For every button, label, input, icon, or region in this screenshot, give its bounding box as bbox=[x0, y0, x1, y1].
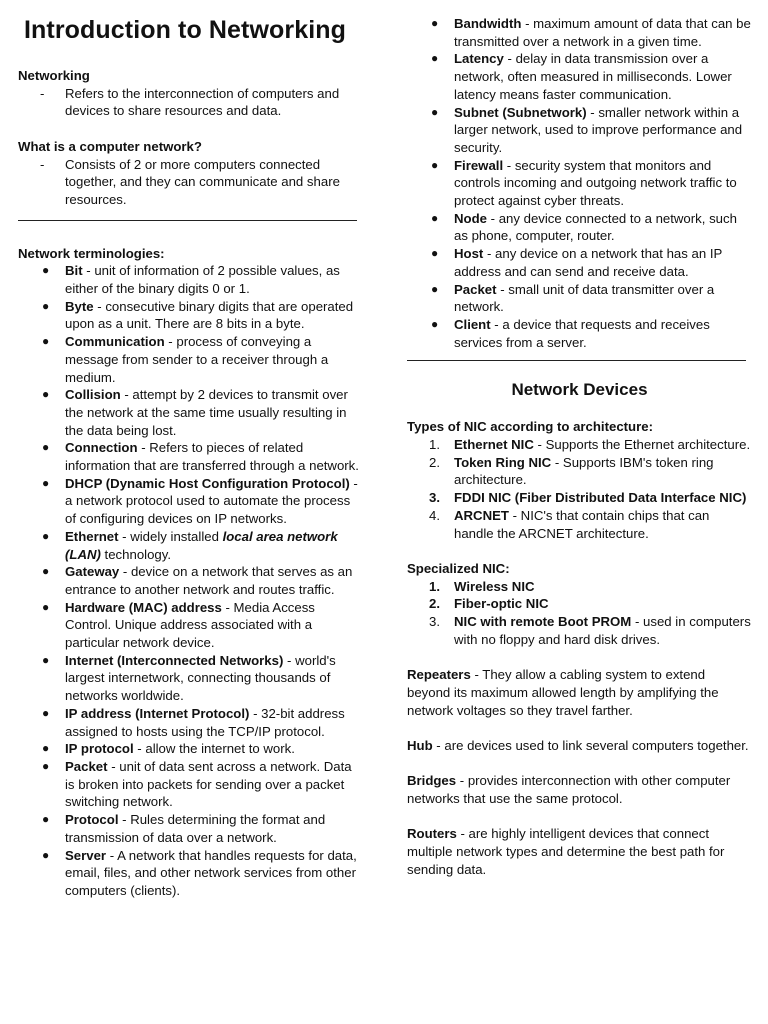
item-number: 3. bbox=[429, 490, 440, 506]
bullet-marker: ● bbox=[431, 246, 439, 261]
dash-marker: - bbox=[40, 156, 45, 172]
term-item bbox=[18, 740, 363, 758]
left-column bbox=[18, 0, 363, 900]
term-description: - device on a network that serves as an entrance to another network and routes traffic. bbox=[65, 564, 353, 597]
term-description: - unit of information of 2 possible values, as either of the binary digits 0 or 1. bbox=[65, 263, 340, 297]
term-item bbox=[407, 281, 752, 316]
bullet-marker: ● bbox=[42, 334, 50, 349]
term-description: - attempt by 2 devices to transmit over the network at the same time usually resulting in the data being lost. bbox=[65, 387, 348, 438]
term-item bbox=[18, 847, 363, 900]
term-description: - consecutive binary digits that are operated upon as a unit. There are 8 bits in a byte. bbox=[65, 298, 354, 332]
term-description: - small unit of data transmitter over a network. bbox=[454, 281, 715, 315]
numbered-item bbox=[407, 436, 752, 454]
term-name: Bit bbox=[65, 263, 83, 279]
term-name: Internet (Interconnected Networks) bbox=[65, 652, 284, 668]
device-paragraph bbox=[407, 825, 752, 878]
term-description: - allow the internet to work. bbox=[133, 741, 295, 757]
item-term: ARCNET bbox=[454, 507, 509, 523]
term-item bbox=[18, 599, 363, 652]
item-term: Token Ring NIC bbox=[454, 454, 552, 470]
term-name: Server bbox=[65, 847, 107, 863]
numbered-item bbox=[407, 507, 752, 542]
term-name: IP address (Internet Protocol) bbox=[65, 705, 250, 721]
device-description: - are devices used to link several computers together. bbox=[432, 737, 749, 753]
device-descriptions bbox=[407, 648, 752, 878]
term-item bbox=[18, 652, 363, 705]
term-name: Ethernet bbox=[65, 528, 119, 544]
device-name: Hub bbox=[407, 737, 433, 753]
term-description: - 32-bit address assigned to hosts using the TCP/IP protocol. bbox=[65, 705, 345, 739]
term-item bbox=[18, 333, 363, 386]
item-number: 2. bbox=[429, 454, 440, 470]
specialized-nic-list bbox=[407, 578, 752, 649]
term-item bbox=[18, 262, 363, 297]
bullet-marker: ● bbox=[431, 16, 439, 30]
term-item bbox=[18, 563, 363, 598]
term-description: - any device connected to a network, such as phone, computer, router. bbox=[454, 210, 737, 244]
item-number: 3. bbox=[429, 614, 440, 630]
term-name: DHCP (Dynamic Host Configuration Protocol) bbox=[65, 475, 350, 491]
term-name: Hardware (MAC) address bbox=[65, 599, 222, 615]
term-description: - Refers to pieces of related information that are transferred through a network. bbox=[65, 440, 359, 474]
bullet-marker: ● bbox=[42, 599, 50, 614]
page-title: Introduction to Networking bbox=[24, 16, 347, 44]
what-is-list bbox=[18, 156, 363, 209]
item-description: - used in computers with no floppy and hard disk drives. bbox=[454, 614, 751, 647]
item-term: FDDI NIC (Fiber Distributed Data Interface NIC) bbox=[454, 490, 747, 506]
term-name: Firewall bbox=[454, 157, 504, 173]
numbered-item bbox=[407, 613, 752, 648]
bullet-marker: ● bbox=[42, 298, 50, 313]
bullet-marker: ● bbox=[431, 157, 439, 172]
term-name: Bandwidth bbox=[454, 16, 522, 31]
term-item bbox=[407, 157, 752, 210]
item-term: Fiber-optic NIC bbox=[454, 596, 549, 612]
term-description: - world's largest internetwork, connecting thousands of networks worldwide. bbox=[65, 652, 336, 704]
term-name: Byte bbox=[65, 298, 94, 314]
device-paragraph bbox=[407, 772, 752, 807]
term-item bbox=[18, 475, 363, 528]
terminologies-list-continued bbox=[407, 15, 752, 351]
list-item: - Consists of 2 or more computers connected together, and they can communicate and share resources. bbox=[40, 156, 340, 207]
nic-architecture-list bbox=[407, 436, 752, 542]
term-name: Communication bbox=[65, 334, 165, 350]
list-item: - Refers to the interconnection of computers and devices to share resources and data. bbox=[40, 85, 340, 119]
bullet-marker: ● bbox=[42, 759, 50, 773]
term-item bbox=[407, 316, 752, 351]
term-description: - A network that handles requests for data, email, files, and other network services from other computers (clients). bbox=[65, 847, 357, 898]
item-description: - Supports IBM's token ring architecture. bbox=[454, 454, 714, 488]
term-description: - any device on a network that has an IP address and can send and receive data. bbox=[454, 246, 723, 279]
item-number: 4. bbox=[429, 507, 440, 523]
networking-list bbox=[18, 85, 363, 120]
bullet-marker: ● bbox=[42, 263, 50, 278]
term-description: - smaller network within a larger network, used to improve performance and security. bbox=[454, 104, 743, 155]
networking-heading: Networking bbox=[18, 68, 90, 83]
device-description: - provides interconnection with other computer networks that use the same protocol. bbox=[407, 773, 731, 807]
term-item bbox=[18, 439, 363, 474]
term-name: Connection bbox=[65, 440, 138, 456]
term-description: - Rules determining the format and transmission of data over a network. bbox=[65, 812, 326, 845]
term-description: - security system that monitors and controls incoming and outgoing network traffic to protect against cyber threats. bbox=[454, 157, 737, 209]
term-item bbox=[407, 15, 752, 50]
bullet-marker: ● bbox=[431, 316, 439, 331]
bullet-marker: ● bbox=[42, 528, 50, 543]
bullet-marker: ● bbox=[431, 104, 439, 119]
item-description: - NIC's that contain chips that can handle the ARCNET architecture. bbox=[454, 507, 710, 541]
term-description: - widely installed bbox=[118, 528, 223, 544]
term-name: Client bbox=[454, 316, 491, 332]
term-name: IP protocol bbox=[65, 741, 134, 757]
term-description: - a device that requests and receives services from a server. bbox=[454, 316, 710, 350]
numbered-item bbox=[407, 454, 752, 489]
term-name: Host bbox=[454, 246, 484, 262]
term-name: Node bbox=[454, 210, 487, 226]
device-paragraph bbox=[407, 737, 752, 755]
device-name: Routers bbox=[407, 826, 457, 842]
item-term: Wireless NIC bbox=[454, 578, 535, 594]
item-number: 1. bbox=[429, 578, 440, 594]
bullet-marker: ● bbox=[42, 847, 50, 862]
term-item bbox=[407, 245, 752, 280]
term-name: Packet bbox=[65, 759, 108, 774]
bullet-marker: ● bbox=[42, 564, 50, 579]
term-item bbox=[18, 528, 363, 563]
numbered-item bbox=[407, 578, 752, 596]
nic-architecture-heading: Types of NIC according to architecture: bbox=[407, 419, 653, 435]
term-name: Latency bbox=[454, 51, 504, 67]
item-number: 1. bbox=[429, 437, 440, 453]
terminologies-list bbox=[18, 262, 363, 899]
bullet-marker: ● bbox=[42, 812, 50, 827]
numbered-item bbox=[407, 489, 752, 507]
numbered-item bbox=[407, 595, 752, 613]
term-item bbox=[18, 705, 363, 740]
device-name: Repeaters bbox=[407, 667, 471, 683]
term-item bbox=[18, 298, 363, 333]
term-name: Gateway bbox=[65, 564, 120, 580]
item-term: Ethernet NIC bbox=[454, 437, 534, 453]
bullet-marker: ● bbox=[431, 281, 439, 296]
term-name: Collision bbox=[65, 387, 121, 403]
term-item bbox=[18, 758, 363, 811]
term-name: Protocol bbox=[65, 812, 119, 828]
term-description: - Media Access Control. Unique address associated with a particular network device. bbox=[65, 599, 315, 651]
term-name: Packet bbox=[454, 281, 497, 297]
bullet-marker: ● bbox=[42, 741, 50, 756]
term-description: - delay in data transmission over a network, often measured in milliseconds. Lower latency means faster communication. bbox=[454, 51, 732, 102]
term-description-end: technology. bbox=[100, 546, 172, 562]
term-item bbox=[18, 811, 363, 846]
bullet-marker: ● bbox=[42, 387, 50, 402]
term-description: - a network protocol used to automate the process of configuring devices on IP networks. bbox=[65, 475, 358, 527]
term-name: Subnet (Subnetwork) bbox=[454, 104, 587, 120]
term-description: - maximum amount of data that can be transmitted over a network in a given time. bbox=[454, 16, 751, 49]
bullet-marker: ● bbox=[431, 51, 439, 66]
right-column bbox=[407, 0, 752, 879]
term-item bbox=[407, 210, 752, 245]
terminologies-heading: Network terminologies: bbox=[18, 245, 165, 261]
dash-marker: - bbox=[40, 85, 45, 101]
term-description: - process of conveying a message from sender to a receiver through a medium. bbox=[65, 334, 329, 385]
item-number: 2. bbox=[429, 596, 440, 612]
device-description: - They allow a cabling system to extend beyond its maximum allowed length by amplifying the network voltages so they travel farther. bbox=[407, 667, 719, 718]
term-item bbox=[18, 386, 363, 439]
item-description: - Supports the Ethernet architecture. bbox=[533, 437, 751, 453]
bullet-marker: ● bbox=[42, 440, 50, 455]
bullet-marker: ● bbox=[42, 705, 50, 720]
device-description: - are highly intelligent devices that connect multiple network types and determine the best path for sending data. bbox=[407, 826, 725, 877]
device-name: Bridges bbox=[407, 773, 457, 789]
device-paragraph bbox=[407, 666, 752, 719]
term-item bbox=[407, 50, 752, 103]
term-description: - unit of data sent across a network. Data is broken into packets for sending over a packet switching network. bbox=[65, 759, 352, 810]
term-item bbox=[407, 104, 752, 157]
section-heading-network-devices: Network Devices bbox=[511, 380, 648, 400]
bullet-marker: ● bbox=[42, 475, 50, 490]
term-emphasis: local area network (LAN) bbox=[65, 528, 338, 562]
item-term: NIC with remote Boot PROM bbox=[454, 614, 632, 630]
specialized-nic-heading: Specialized NIC: bbox=[407, 560, 510, 576]
what-is-heading: What is a computer network? bbox=[18, 138, 202, 154]
bullet-marker: ● bbox=[42, 652, 50, 667]
bullet-marker: ● bbox=[431, 210, 439, 225]
